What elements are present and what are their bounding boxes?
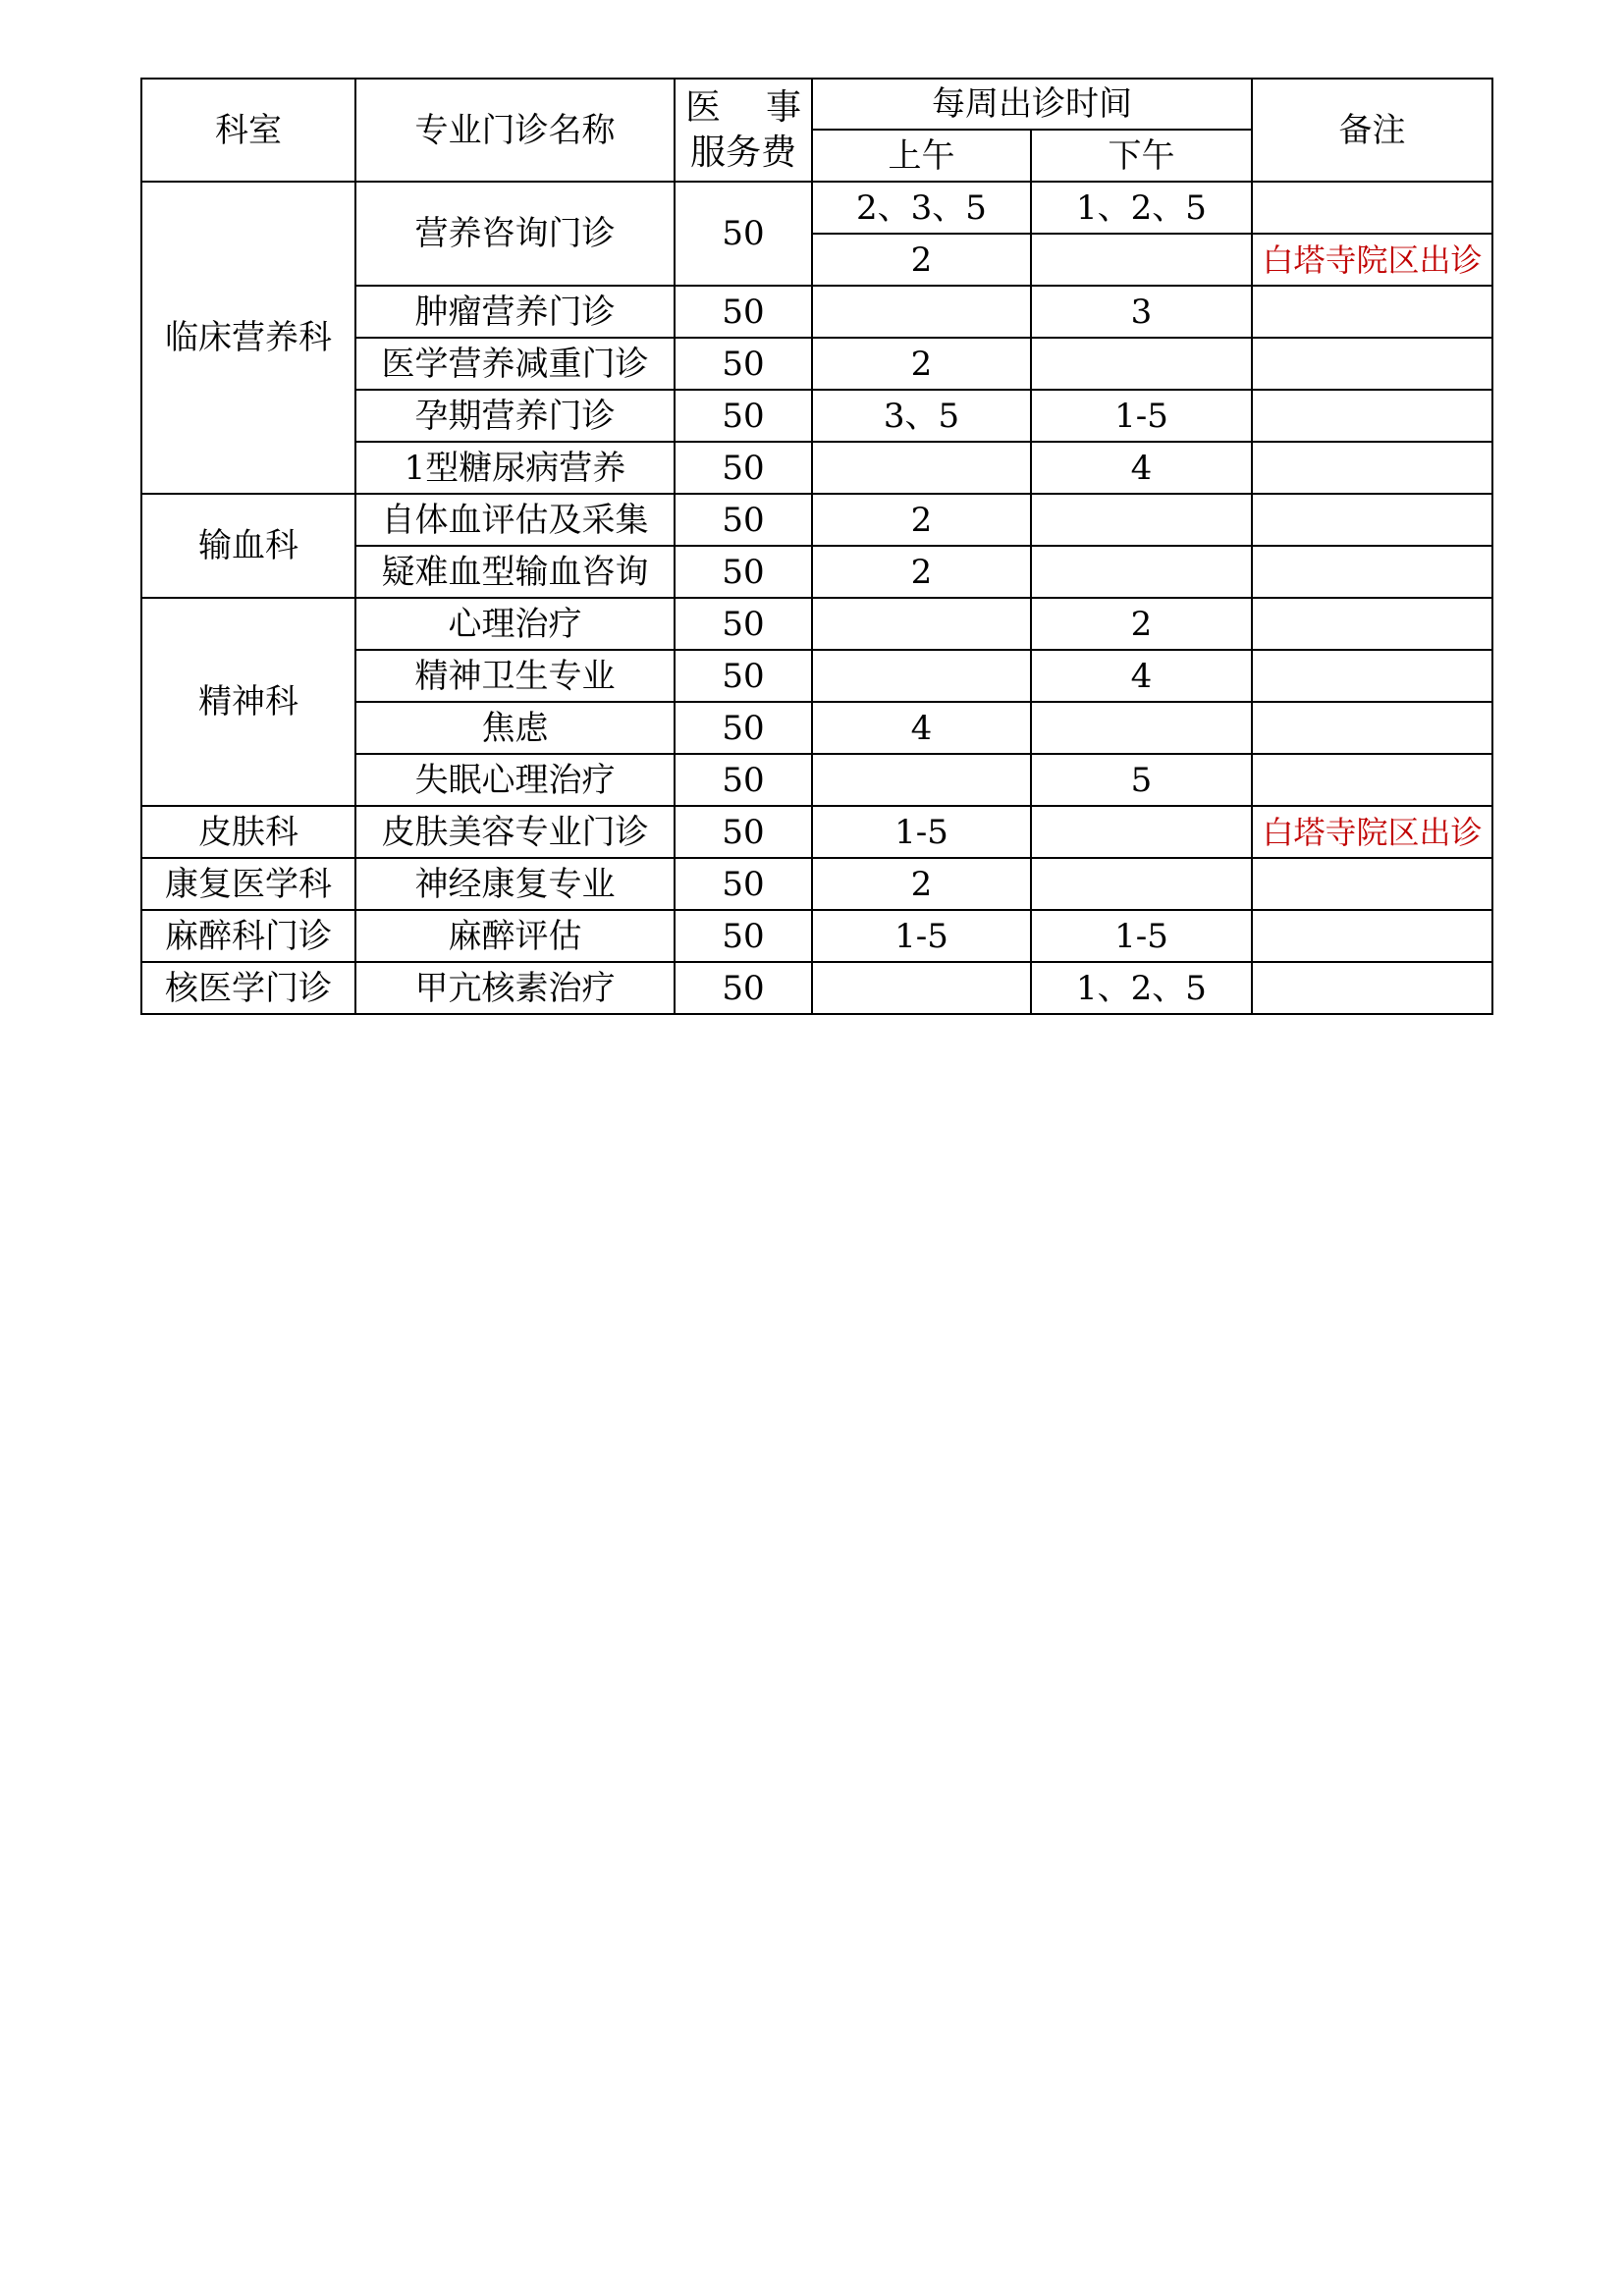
clinic-name-cell: 失眠心理治疗	[355, 754, 675, 806]
remark-cell	[1252, 858, 1492, 910]
morning-cell: 4	[812, 702, 1031, 754]
remark-cell	[1252, 286, 1492, 338]
table-row	[141, 598, 1492, 650]
clinic-name-cell: 孕期营养门诊	[355, 390, 675, 442]
table-row	[141, 494, 1492, 546]
remark-cell	[1252, 338, 1492, 390]
remark-cell	[1252, 754, 1492, 806]
fee-cell: 50	[675, 858, 812, 910]
morning-cell: 1-5	[812, 910, 1031, 962]
morning-cell: 2	[812, 494, 1031, 546]
fee-cell: 50	[675, 962, 812, 1014]
fee-cell: 50	[675, 390, 812, 442]
fee-cell: 50	[675, 182, 812, 286]
header-weekly-time: 每周出诊时间	[812, 79, 1252, 130]
clinic-name-cell: 1型糖尿病营养	[355, 442, 675, 494]
fee-cell: 50	[675, 702, 812, 754]
fee-cell: 50	[675, 598, 812, 650]
remark-cell	[1252, 962, 1492, 1014]
afternoon-cell: 1、2、5	[1031, 962, 1252, 1014]
remark-cell	[1252, 910, 1492, 962]
clinic-name-cell: 精神卫生专业	[355, 650, 675, 702]
afternoon-cell: 3	[1031, 286, 1252, 338]
table-row	[141, 806, 1492, 858]
clinic-name-cell: 疑难血型输血咨询	[355, 546, 675, 598]
clinic-name-cell: 自体血评估及采集	[355, 494, 675, 546]
morning-cell: 2	[812, 338, 1031, 390]
afternoon-cell: 5	[1031, 754, 1252, 806]
afternoon-cell: 1、2、5	[1031, 182, 1252, 234]
morning-cell: 3、5	[812, 390, 1031, 442]
department-cell: 临床营养科	[141, 182, 355, 494]
remark-cell	[1252, 546, 1492, 598]
table-row	[141, 910, 1492, 962]
afternoon-cell: 1-5	[1031, 390, 1252, 442]
fee-cell: 50	[675, 650, 812, 702]
morning-cell: 2	[812, 234, 1031, 286]
remark-cell	[1252, 442, 1492, 494]
clinic-name-cell: 医学营养减重门诊	[355, 338, 675, 390]
department-cell: 精神科	[141, 598, 355, 806]
afternoon-cell	[1031, 338, 1252, 390]
remark-cell	[1252, 494, 1492, 546]
clinic-name-cell: 神经康复专业	[355, 858, 675, 910]
department-cell: 输血科	[141, 494, 355, 598]
afternoon-cell: 2	[1031, 598, 1252, 650]
clinic-name-cell: 皮肤美容专业门诊	[355, 806, 675, 858]
fee-cell: 50	[675, 806, 812, 858]
fee-cell: 50	[675, 494, 812, 546]
clinic-name-cell: 甲亢核素治疗	[355, 962, 675, 1014]
header-department: 科室	[141, 79, 355, 182]
header-fee-char-a: 医	[685, 86, 722, 128]
morning-cell: 1-5	[812, 806, 1031, 858]
header-morning: 上午	[812, 130, 1031, 182]
header-fee-char-b: 事	[765, 86, 801, 128]
morning-cell: 2	[812, 546, 1031, 598]
fee-cell: 50	[675, 546, 812, 598]
remark-cell	[1252, 182, 1492, 234]
morning-cell	[812, 598, 1031, 650]
afternoon-cell	[1031, 858, 1252, 910]
fee-cell: 50	[675, 338, 812, 390]
afternoon-cell	[1031, 546, 1252, 598]
morning-cell	[812, 442, 1031, 494]
department-cell: 核医学门诊	[141, 962, 355, 1014]
remark-cell	[1252, 598, 1492, 650]
afternoon-cell	[1031, 234, 1252, 286]
department-cell: 皮肤科	[141, 806, 355, 858]
table-row	[141, 858, 1492, 910]
remark-cell	[1252, 650, 1492, 702]
afternoon-cell	[1031, 494, 1252, 546]
department-cell: 康复医学科	[141, 858, 355, 910]
fee-cell: 50	[675, 442, 812, 494]
clinic-name-cell: 肿瘤营养门诊	[355, 286, 675, 338]
header-afternoon: 下午	[1031, 130, 1252, 182]
morning-cell	[812, 650, 1031, 702]
morning-cell	[812, 754, 1031, 806]
afternoon-cell: 4	[1031, 650, 1252, 702]
clinic-schedule-table	[140, 78, 1493, 1015]
fee-cell: 50	[675, 286, 812, 338]
header-fee-line2: 服务费	[689, 132, 796, 173]
clinic-name-cell: 麻醉评估	[355, 910, 675, 962]
morning-cell: 2、3、5	[812, 182, 1031, 234]
table-row	[141, 962, 1492, 1014]
table-row	[141, 182, 1492, 234]
remark-cell: 白塔寺院区出诊	[1252, 234, 1492, 286]
header-remarks: 备注	[1252, 79, 1492, 182]
remark-cell	[1252, 702, 1492, 754]
remark-cell	[1252, 390, 1492, 442]
clinic-name-cell: 焦虑	[355, 702, 675, 754]
morning-cell	[812, 286, 1031, 338]
afternoon-cell	[1031, 806, 1252, 858]
remark-cell: 白塔寺院区出诊	[1252, 806, 1492, 858]
header-fee-line1	[676, 85, 811, 131]
header-fee	[675, 79, 812, 182]
clinic-name-cell: 营养咨询门诊	[355, 182, 675, 286]
header-row	[141, 79, 1492, 130]
fee-cell: 50	[675, 910, 812, 962]
morning-cell: 2	[812, 858, 1031, 910]
afternoon-cell: 4	[1031, 442, 1252, 494]
header-clinic-name: 专业门诊名称	[355, 79, 675, 182]
fee-cell: 50	[675, 754, 812, 806]
morning-cell	[812, 962, 1031, 1014]
clinic-name-cell: 心理治疗	[355, 598, 675, 650]
department-cell: 麻醉科门诊	[141, 910, 355, 962]
afternoon-cell: 1-5	[1031, 910, 1252, 962]
afternoon-cell	[1031, 702, 1252, 754]
